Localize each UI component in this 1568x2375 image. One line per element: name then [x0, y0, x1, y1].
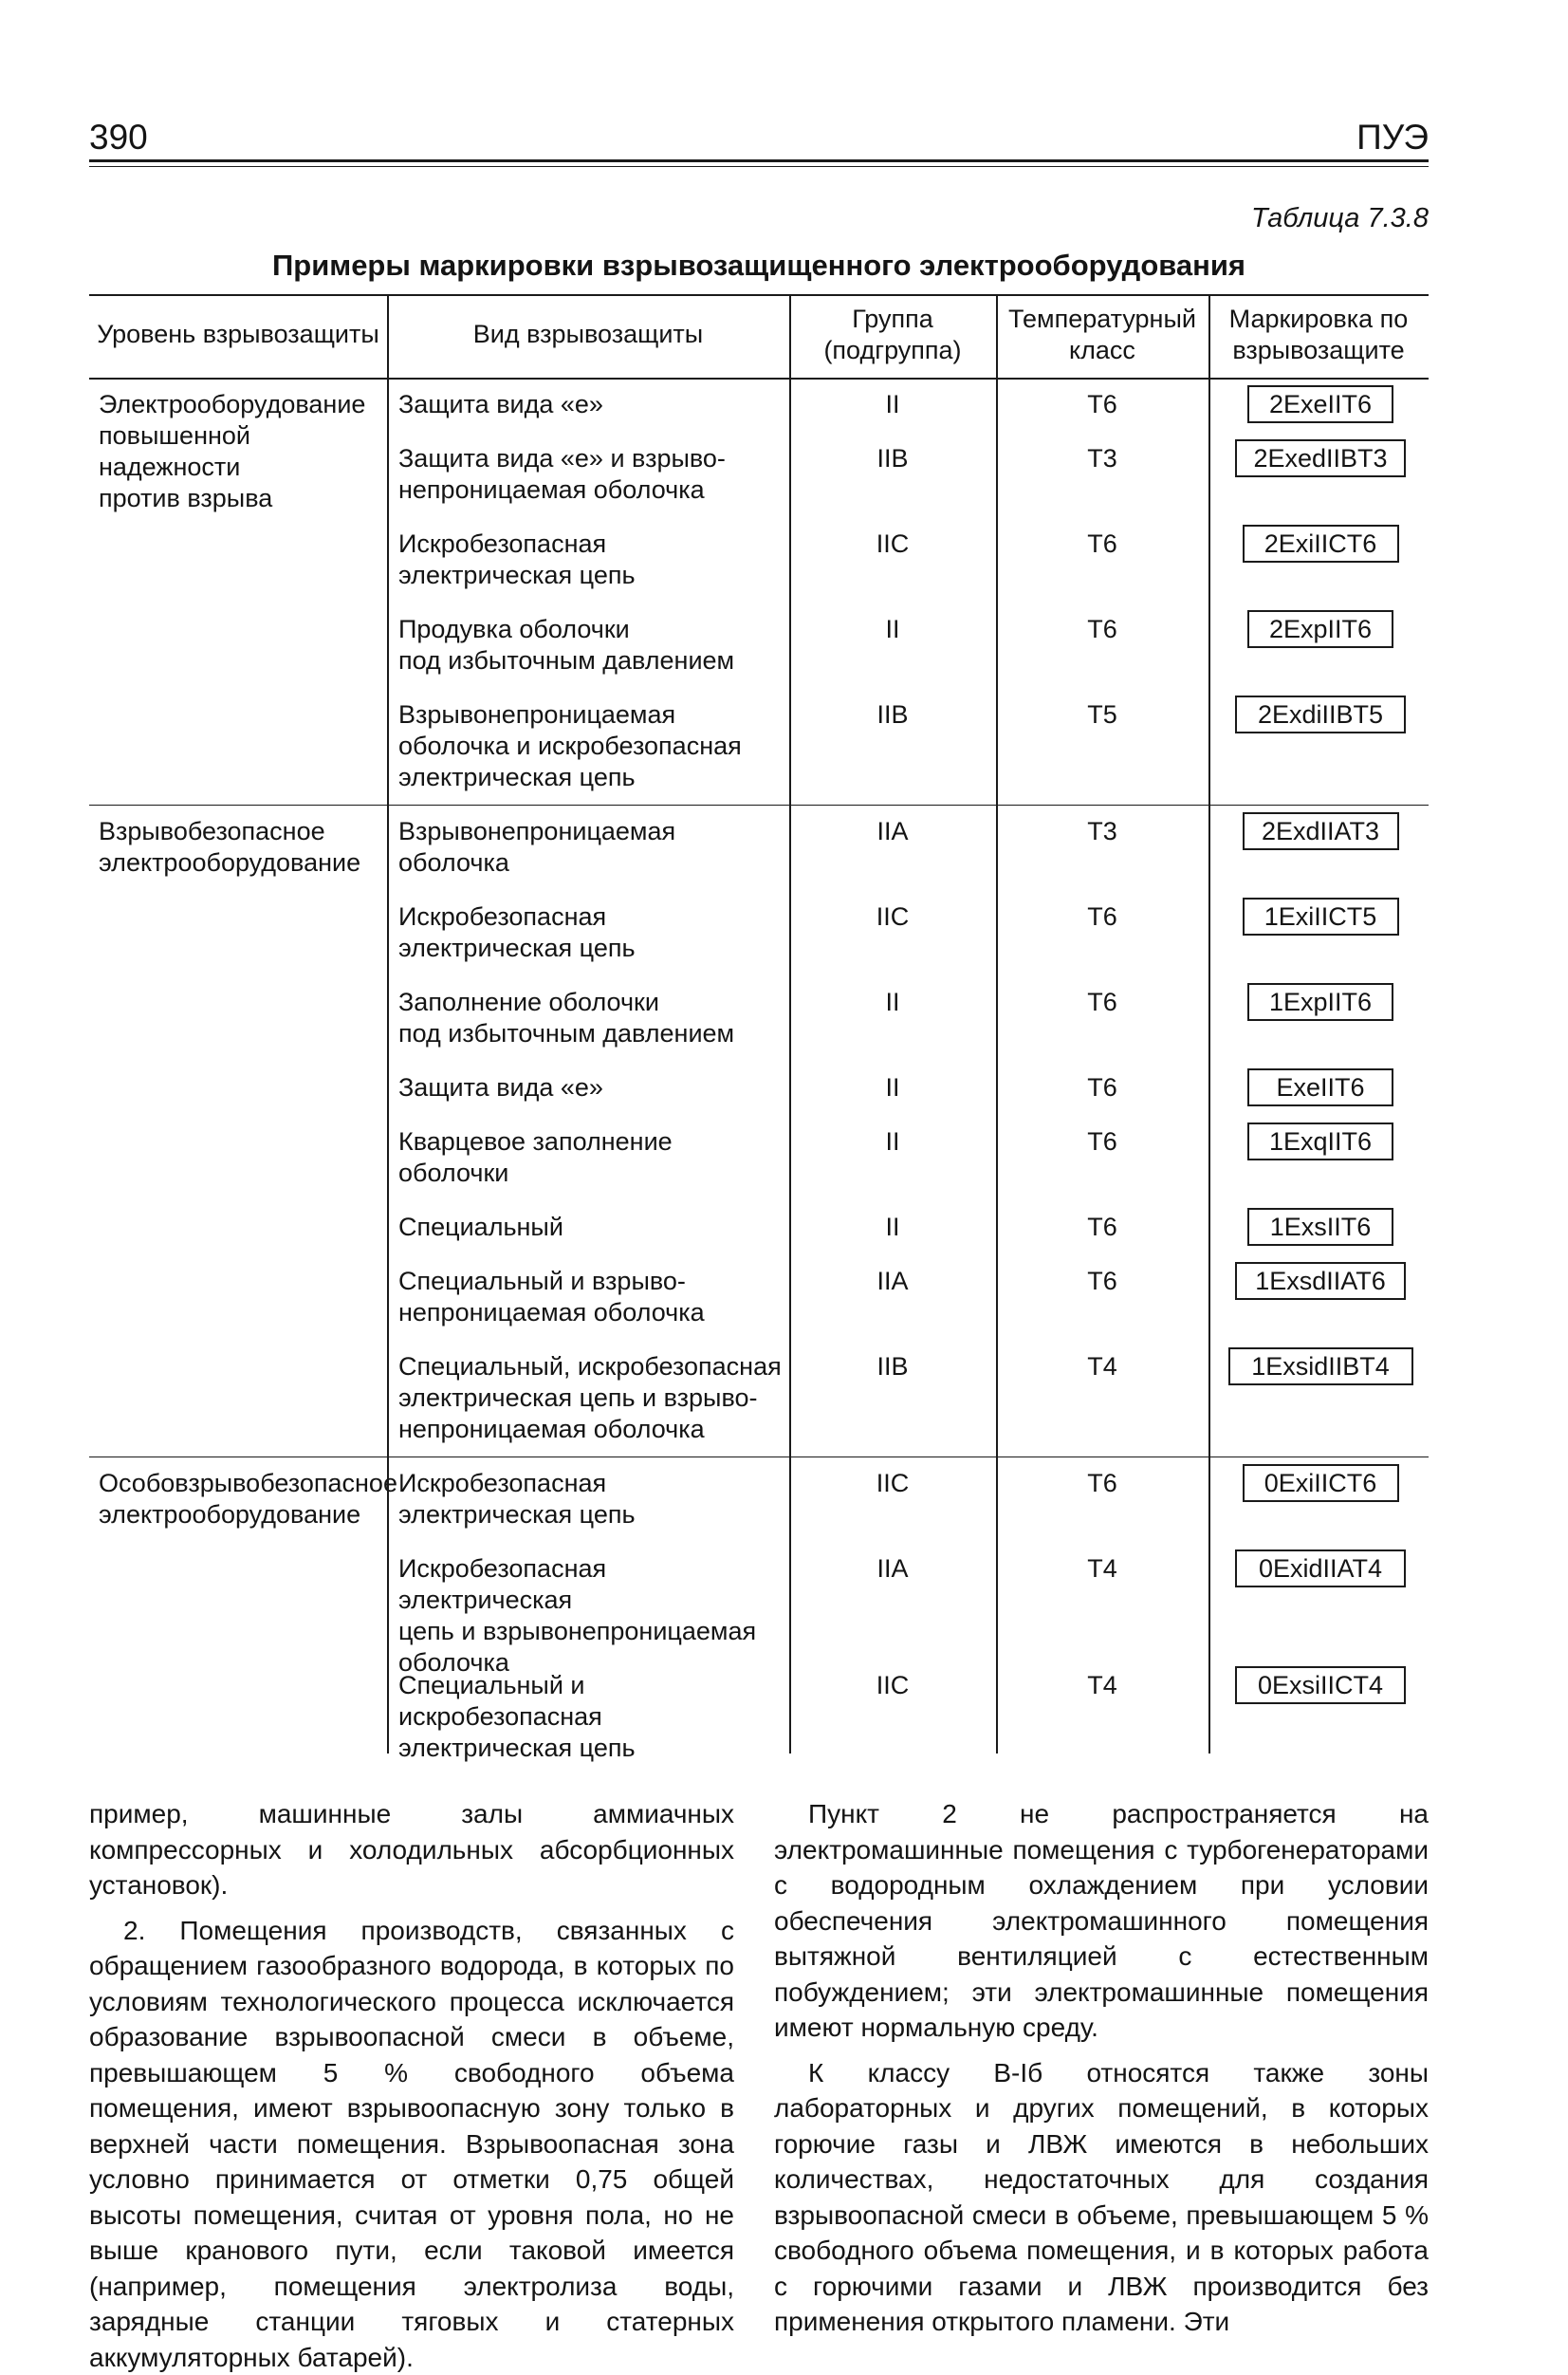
marking-box: 2ExeIIT6	[1247, 385, 1393, 423]
text-line: надежности	[99, 452, 381, 483]
text-line: электрическая цепь	[398, 933, 785, 964]
text-line: Искробезопасная	[398, 529, 785, 560]
temp-class-cell: Т6	[996, 901, 1208, 933]
protection-type	[398, 987, 785, 1049]
group-cell: IIС	[789, 1468, 996, 1499]
header-bottom-rule	[89, 378, 1429, 380]
paragraph: К классу В-Iб относятся также зоны лабораторных и других помещений, в которых горючие газы и ЛВЖ имеются в небольших количествах, недостаточных для создания взрывоопасной смеси в объеме, превышающем 5 % свободного объема помещения, и в которых работа с горючими газами и ЛВЖ производится без применения открытого пламени. Эти	[774, 2055, 1429, 2340]
text-line: цепь и взрывонепроницаемая	[398, 1616, 785, 1647]
text-line: Искробезопасная	[398, 1468, 785, 1499]
marking-box: 0ExsiIICT4	[1235, 1666, 1406, 1704]
text-line: непроницаемая оболочка	[398, 1297, 785, 1328]
marking-box: 2ExpIIT6	[1247, 610, 1393, 648]
protection-level	[99, 1468, 381, 1531]
marking-box: 0ExidIIAT4	[1235, 1549, 1406, 1587]
header-rule	[89, 159, 1429, 162]
text-line: электрическая цепь	[398, 560, 785, 591]
temp-class-cell: Т6	[996, 987, 1208, 1018]
marking-box: 2ExedIIBT3	[1235, 439, 1406, 477]
temp-class-cell: Т6	[996, 1212, 1208, 1243]
protection-type	[398, 1266, 785, 1328]
section-rule	[89, 805, 1429, 806]
column-header-temp	[1000, 304, 1205, 366]
text-line: Взрывонепроницаемая	[398, 816, 785, 847]
text-line: Маркировка по	[1212, 304, 1425, 335]
text-line: повышенной	[99, 420, 381, 452]
column-header-level: Уровень взрывозащиты	[93, 319, 383, 350]
marking-table	[89, 294, 1429, 1753]
protection-type	[398, 1670, 785, 1764]
text-line: оболочка	[398, 847, 785, 879]
column-divider	[1208, 294, 1210, 1753]
protection-type	[398, 816, 785, 879]
marking-box: 0ExiIICT6	[1243, 1464, 1399, 1502]
group-cell: II	[789, 1126, 996, 1158]
group-cell: II	[789, 987, 996, 1018]
protection-type	[398, 1468, 785, 1531]
marking-box: 1ExsIIT6	[1247, 1208, 1393, 1246]
group-cell: II	[789, 389, 996, 420]
marking-box: 2ExdiIIBT5	[1235, 696, 1406, 733]
protection-type	[398, 443, 785, 506]
protection-type	[398, 389, 785, 420]
text-line: электрическая цепь	[398, 1499, 785, 1531]
temp-class-cell: Т6	[996, 389, 1208, 420]
column-header-marking	[1212, 304, 1425, 366]
protection-level	[99, 816, 381, 879]
text-line: взрывозащите	[1212, 335, 1425, 366]
column-header-type: Вид взрывозащиты	[391, 319, 785, 350]
temp-class-cell: Т5	[996, 699, 1208, 731]
temp-class-cell: Т6	[996, 1126, 1208, 1158]
text-line: электрическая цепь	[398, 762, 785, 793]
paragraph: пример, машинные залы аммиачных компрессорных и холодильных абсорбционных установок).	[89, 1796, 734, 1903]
temp-class-cell: Т6	[996, 1072, 1208, 1104]
body-column-left	[89, 1796, 734, 2375]
protection-type	[398, 901, 785, 964]
column-divider	[387, 294, 389, 1753]
protection-level	[99, 389, 381, 514]
protection-type	[398, 1072, 785, 1104]
text-line: Взрывобезопасное	[99, 816, 381, 847]
group-cell: IIВ	[789, 699, 996, 731]
text-line: под избыточным давлением	[398, 645, 785, 677]
text-line: Специальный, искробезопасная	[398, 1351, 785, 1382]
temp-class-cell: Т4	[996, 1670, 1208, 1701]
text-line: непроницаемая оболочка	[398, 474, 785, 506]
temp-class-cell: Т6	[996, 614, 1208, 645]
text-line: Электрооборудование	[99, 389, 381, 420]
group-cell: IIА	[789, 1266, 996, 1297]
text-line: электрооборудование	[99, 1499, 381, 1531]
table-number: Таблица 7.3.8	[1251, 203, 1429, 234]
text-line: Специальный и взрыво-	[398, 1266, 785, 1297]
marking-box: 1ExiIICT5	[1243, 898, 1399, 936]
text-line: Искробезопасная электрическая	[398, 1553, 785, 1616]
group-cell: II	[789, 1212, 996, 1243]
text-line: электрическая цепь и взрыво-	[398, 1382, 785, 1414]
temp-class-cell: Т6	[996, 1468, 1208, 1499]
protection-type	[398, 614, 785, 677]
text-line: Искробезопасная	[398, 901, 785, 933]
protection-type	[398, 1126, 785, 1189]
marking-box: 2ExdIIAT3	[1243, 812, 1399, 850]
text-line: Защита вида «е»	[398, 1072, 785, 1104]
table-top-rule	[89, 294, 1429, 296]
temp-class-cell: Т4	[996, 1553, 1208, 1585]
text-line: (подгруппа)	[793, 335, 992, 366]
marking-box: 1ExsdIIAT6	[1235, 1262, 1406, 1300]
text-line: Кварцевое заполнение	[398, 1126, 785, 1158]
protection-type	[398, 1553, 785, 1679]
text-line: электрооборудование	[99, 847, 381, 879]
protection-type	[398, 699, 785, 793]
text-line: Продувка оболочки	[398, 614, 785, 645]
marking-box: ExeIIT6	[1247, 1068, 1393, 1106]
group-cell: IIА	[789, 816, 996, 847]
marking-box: 1ExsidIIBT4	[1228, 1347, 1413, 1385]
paragraph: Пункт 2 не распространяется на электромашинные помещения с турбогенераторами с водородным охлаждением при условии обеспечения электромашинного помещения вытяжной вентиляцией с естественным побуждением; эти электромашинные помещения имеют нормальную среду.	[774, 1796, 1429, 2046]
text-line: класс	[1000, 335, 1205, 366]
text-line: Взрывонепроницаемая	[398, 699, 785, 731]
text-line: под избыточным давлением	[398, 1018, 785, 1049]
page-number: 390	[89, 118, 148, 158]
temp-class-cell: Т3	[996, 816, 1208, 847]
text-line: Группа	[793, 304, 992, 335]
text-line: Специальный	[398, 1212, 785, 1243]
group-cell: IIВ	[789, 443, 996, 474]
group-cell: II	[789, 614, 996, 645]
text-line: непроницаемая оболочка	[398, 1414, 785, 1445]
text-line: оболочка и искробезопасная	[398, 731, 785, 762]
temp-class-cell: Т4	[996, 1351, 1208, 1382]
group-cell: IIС	[789, 1670, 996, 1701]
text-line: оболочки	[398, 1158, 785, 1189]
text-line: оболочка	[398, 1647, 785, 1679]
protection-type	[398, 1351, 785, 1445]
group-cell: IIВ	[789, 1351, 996, 1382]
text-line: против взрыва	[99, 483, 381, 514]
marking-box: 1ExpIIT6	[1247, 983, 1393, 1021]
group-cell: II	[789, 1072, 996, 1104]
text-line: Защита вида «е» и взрыво-	[398, 443, 785, 474]
text-line: Особовзрывобезопасное	[99, 1468, 381, 1499]
text-line: Специальный и искробезопасная	[398, 1670, 785, 1733]
temp-class-cell: Т6	[996, 529, 1208, 560]
text-line: электрическая цепь	[398, 1733, 785, 1764]
column-divider	[789, 294, 791, 1753]
running-header	[89, 112, 1429, 161]
paragraph: 2. Помещения производств, связанных с обращением газообразного водорода, в которых по условиям технологического процесса исключается образование взрывоопасной смеси в объеме, превышающем 5 % свободного объема помещения, имеют взрывоопасную зону только в верхней части помещения. Взрывоопасная зона условно принимается от отметки 0,75 общей высоты помещения, считая от уровня пола, но не выше кранового пути, если таковой имеется (например, помещения электролиза воды, зарядные станции тяговых и статерных аккумуляторных батарей).	[89, 1913, 734, 2375]
group-cell: IIС	[789, 529, 996, 560]
table-title: Примеры маркировки взрывозащищенного электрооборудования	[89, 249, 1429, 283]
column-divider	[996, 294, 998, 1753]
group-cell: IIС	[789, 901, 996, 933]
temp-class-cell: Т3	[996, 443, 1208, 474]
protection-type	[398, 1212, 785, 1243]
temp-class-cell: Т6	[996, 1266, 1208, 1297]
header-rule-thin	[89, 166, 1429, 167]
group-cell: IIА	[789, 1553, 996, 1585]
running-title: ПУЭ	[1356, 118, 1429, 158]
marking-box: 2ExiIICT6	[1243, 525, 1399, 563]
text-line: Заполнение оболочки	[398, 987, 785, 1018]
text-line: Температурный	[1000, 304, 1205, 335]
protection-type	[398, 529, 785, 591]
text-line: Защита вида «е»	[398, 389, 785, 420]
marking-box: 1ExqIIT6	[1247, 1123, 1393, 1160]
column-header-group	[793, 304, 992, 366]
body-column-right	[774, 1796, 1429, 2340]
